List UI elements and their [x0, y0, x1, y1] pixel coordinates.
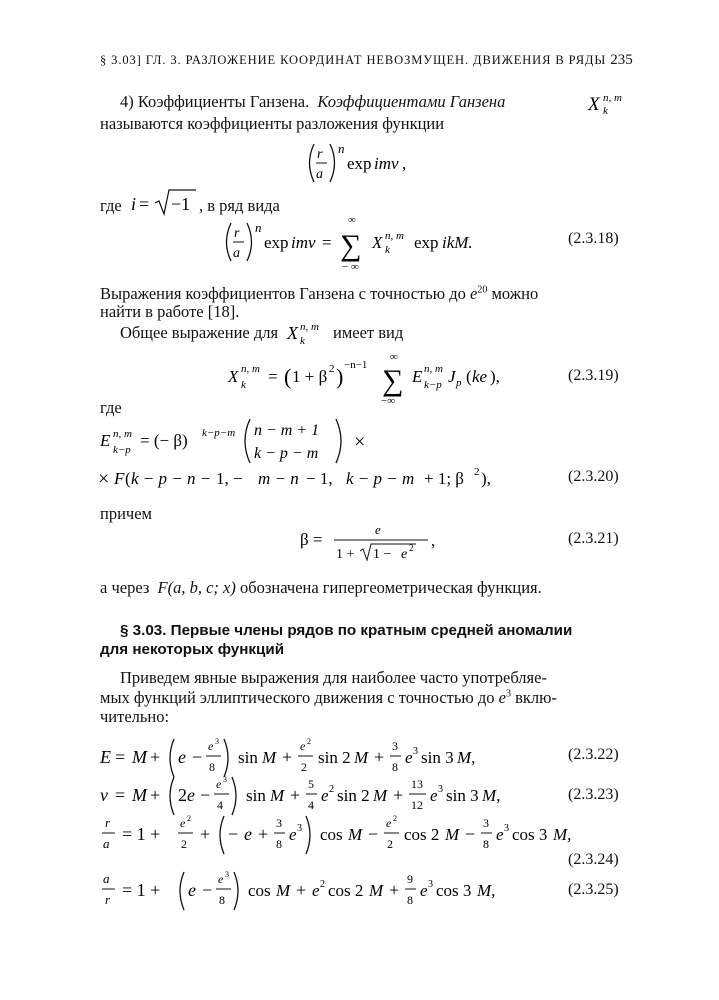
- svg-text:M: M: [132, 785, 147, 805]
- svg-text:M: M: [373, 786, 388, 805]
- svg-text:n − m + 1: n − m + 1: [254, 422, 320, 439]
- svg-text:=: =: [139, 194, 150, 214]
- svg-text:n, m: n, m: [241, 363, 260, 375]
- svg-text:exp: exp: [264, 233, 289, 252]
- svg-text:− 1,: − 1,: [306, 469, 333, 488]
- svg-text:∞: ∞: [348, 214, 356, 226]
- eq-number-2-3-20: (2.3.20): [568, 468, 619, 485]
- equation-2-3-25: [98, 866, 538, 916]
- header-chapter: ГЛ. 3. РАЗЛОЖЕНИЕ КООРДИНАТ НЕВОЗМУЩЕН. ДВИЖЕНИЯ В РЯДЫ: [145, 53, 607, 67]
- svg-text:8: 8: [276, 837, 282, 851]
- svg-text:,: ,: [431, 531, 436, 550]
- svg-text:sin 3: sin 3: [421, 748, 454, 767]
- svg-text:M: M: [276, 881, 291, 900]
- svg-text:3: 3: [297, 823, 302, 834]
- item4-series-text: , в ряд вида: [199, 196, 280, 215]
- svg-text:−: −: [202, 880, 213, 900]
- formula-function: [300, 140, 430, 186]
- svg-text:M,: M,: [457, 748, 476, 767]
- svg-text:cos: cos: [320, 825, 343, 844]
- svg-text:∑: ∑: [340, 229, 362, 262]
- svg-text:v: v: [100, 785, 108, 805]
- svg-text:r: r: [317, 147, 323, 162]
- svg-text:(: (: [125, 469, 131, 488]
- svg-text:2: 2: [387, 837, 393, 851]
- svg-text:cos: cos: [248, 881, 271, 900]
- svg-text:n: n: [255, 220, 262, 235]
- svg-text:ikM.: ikM.: [442, 233, 473, 252]
- symbol-X-k-nm: [586, 88, 630, 116]
- svg-text:cos 3: cos 3: [436, 881, 472, 900]
- svg-text:),: ),: [481, 469, 491, 488]
- equation-2-3-20-line1: [98, 416, 378, 466]
- svg-text:+: +: [389, 880, 400, 900]
- intro-line3: чительно:: [100, 707, 170, 726]
- svg-text:e: e: [386, 816, 392, 830]
- svg-text:=: =: [268, 367, 278, 386]
- running-header: [100, 52, 633, 69]
- svg-text:−: −: [465, 824, 476, 844]
- svg-text:5: 5: [308, 777, 314, 791]
- svg-text:,: ,: [402, 154, 407, 173]
- svg-text:1 −: 1 −: [373, 547, 392, 562]
- item4-line2: называются коэффициенты разложения функции: [100, 114, 445, 133]
- svg-text:3: 3: [504, 823, 509, 834]
- svg-text:k−p: k−p: [424, 379, 442, 391]
- svg-text:12: 12: [411, 798, 423, 812]
- svg-text:E: E: [412, 367, 423, 386]
- svg-text:+: +: [374, 747, 385, 767]
- svg-text:e: e: [405, 748, 413, 767]
- formula-i-sqrt: [128, 186, 198, 218]
- svg-text:−: −: [368, 824, 379, 844]
- svg-text:8: 8: [483, 837, 489, 851]
- svg-text:8: 8: [407, 893, 413, 907]
- svg-text:−: −: [192, 747, 203, 767]
- svg-text:+: +: [258, 824, 269, 844]
- svg-text:k: k: [385, 244, 390, 256]
- svg-text:exp: exp: [414, 233, 439, 252]
- svg-text:3: 3: [223, 775, 227, 784]
- svg-text:×: ×: [98, 468, 110, 490]
- svg-text:= 1 +: = 1 +: [122, 824, 161, 844]
- svg-text:=: =: [322, 233, 332, 252]
- svg-text:e: e: [300, 739, 306, 753]
- general-text-end: имеет вид: [333, 323, 404, 342]
- svg-text:∞: ∞: [390, 351, 398, 363]
- svg-text:m − n: m − n: [258, 469, 299, 488]
- svg-text:k−p−m: k−p−m: [202, 427, 236, 439]
- svg-text:M: M: [369, 881, 384, 900]
- svg-text:a: a: [103, 871, 110, 886]
- svg-text:),: ),: [490, 367, 500, 386]
- svg-text:3: 3: [483, 816, 489, 830]
- svg-text:2: 2: [329, 784, 334, 795]
- svg-text:F: F: [114, 469, 125, 488]
- general-text: Общее выражение для: [120, 323, 279, 342]
- svg-text:M: M: [270, 786, 285, 805]
- svg-text:e: e: [289, 825, 297, 844]
- svg-text:+: +: [200, 824, 211, 844]
- svg-text:k−p: k−p: [113, 444, 131, 456]
- svg-text:∑: ∑: [382, 364, 404, 397]
- svg-text:k − p − m: k − p − m: [254, 445, 319, 462]
- svg-text:3: 3: [225, 870, 229, 879]
- svg-text:−∞: −∞: [381, 395, 396, 407]
- svg-text:e: e: [420, 881, 428, 900]
- svg-text:e: e: [216, 777, 222, 791]
- svg-text:8: 8: [392, 760, 398, 774]
- equation-2-3-21: [298, 518, 448, 570]
- equation-2-3-19: [226, 350, 516, 408]
- svg-text:−: −: [200, 785, 211, 805]
- svg-text:X: X: [228, 367, 239, 386]
- svg-text:sin: sin: [246, 786, 266, 805]
- svg-text:e: e: [496, 825, 504, 844]
- section-title-line2: для некоторых функций: [100, 641, 285, 658]
- page-number: 235: [610, 52, 633, 68]
- svg-text:+: +: [296, 880, 307, 900]
- svg-text:e: e: [312, 881, 320, 900]
- item4-line1: 4) Коэффициенты Ганзена. Коэффициентами Ганзена: [120, 92, 506, 111]
- equation-2-3-18: [218, 213, 508, 271]
- svg-text:1 +: 1 +: [336, 547, 355, 562]
- svg-text:8: 8: [209, 760, 215, 774]
- where-2: где: [100, 398, 122, 417]
- intro-line2: мых функций эллиптического движения с точностью до $e^3$ вклю-: [100, 688, 557, 707]
- svg-text:4: 4: [308, 798, 314, 812]
- hansen-line2: найти в работе [18].: [100, 302, 240, 321]
- svg-text:e: e: [401, 547, 408, 562]
- svg-text:r: r: [234, 226, 240, 241]
- svg-text:X: X: [588, 94, 600, 115]
- svg-text:M: M: [348, 825, 363, 844]
- svg-text:exp: exp: [347, 154, 372, 173]
- svg-text:M,: M,: [553, 825, 572, 844]
- svg-text:r: r: [105, 892, 111, 907]
- eq-number-2-3-21: (2.3.21): [568, 530, 619, 547]
- intro-line1: Приведем явные выражения для наиболее часто употребляе-: [120, 668, 547, 687]
- svg-text:k: k: [241, 379, 246, 391]
- svg-text:=: =: [115, 785, 126, 805]
- where-also: причем: [100, 504, 152, 523]
- svg-text:+: +: [150, 785, 161, 805]
- svg-text:4: 4: [217, 798, 223, 812]
- svg-text:e: e: [375, 522, 381, 537]
- svg-text:3: 3: [215, 737, 219, 746]
- svg-text:+: +: [290, 785, 301, 805]
- equation-2-3-20-line2: [98, 464, 538, 494]
- svg-text:X: X: [287, 323, 298, 343]
- svg-text:cos 2: cos 2: [328, 881, 364, 900]
- svg-text:M,: M,: [482, 786, 501, 805]
- svg-text:M: M: [132, 747, 147, 767]
- hypergeometric-line: а через F(a, b, c; x) обозначена гипергеометрическая функция.: [100, 578, 542, 597]
- svg-text:X: X: [372, 233, 383, 252]
- svg-text:cos 3: cos 3: [512, 825, 548, 844]
- svg-text:−: −: [228, 824, 239, 844]
- svg-text:2: 2: [187, 814, 191, 823]
- svg-text:1 + β: 1 + β: [292, 367, 328, 386]
- svg-text:2: 2: [301, 760, 307, 774]
- eq-number-2-3-22: (2.3.22): [568, 746, 619, 763]
- svg-text:k: k: [300, 335, 305, 346]
- svg-text:e: e: [188, 880, 196, 900]
- svg-text:3: 3: [392, 739, 398, 753]
- svg-text:imv: imv: [291, 233, 316, 252]
- svg-text:e: e: [187, 785, 195, 805]
- svg-text:cos 2: cos 2: [404, 825, 440, 844]
- svg-text:2: 2: [320, 879, 325, 890]
- header-section-ref: § 3.03]: [100, 53, 142, 67]
- svg-text:n, m: n, m: [424, 363, 443, 375]
- svg-text:− ∞: − ∞: [342, 261, 359, 271]
- svg-text:sin 2: sin 2: [337, 786, 370, 805]
- eq-number-2-3-24: (2.3.24): [568, 851, 619, 868]
- svg-text:2: 2: [409, 543, 414, 553]
- svg-text:sin 2: sin 2: [318, 748, 351, 767]
- svg-text:k: k: [603, 105, 608, 116]
- svg-text:p: p: [456, 377, 462, 389]
- svg-text:9: 9: [407, 872, 413, 886]
- svg-text:k − p − n −: k − p − n −: [131, 469, 212, 488]
- svg-text:): ): [336, 364, 344, 389]
- svg-text:sin 3: sin 3: [446, 786, 479, 805]
- svg-text:n, m: n, m: [603, 92, 622, 104]
- svg-text:M: M: [445, 825, 460, 844]
- svg-text:3: 3: [428, 879, 433, 890]
- svg-text:(: (: [284, 364, 292, 389]
- svg-text:e: e: [430, 786, 438, 805]
- svg-text:13: 13: [411, 777, 423, 791]
- equation-2-3-24: [98, 810, 598, 860]
- svg-text:8: 8: [219, 893, 225, 907]
- svg-text:M,: M,: [477, 881, 496, 900]
- svg-text:a: a: [316, 167, 323, 182]
- svg-text:3: 3: [276, 816, 282, 830]
- svg-text:= 1 +: = 1 +: [122, 880, 161, 900]
- svg-text:×: ×: [354, 431, 366, 453]
- svg-text:−1: −1: [171, 194, 191, 214]
- svg-text:−n−1: −n−1: [344, 359, 368, 371]
- svg-text:imv: imv: [374, 154, 399, 173]
- eq-number-2-3-23: (2.3.23): [568, 786, 619, 803]
- svg-text:e: e: [208, 739, 214, 753]
- svg-text:3: 3: [413, 746, 418, 757]
- svg-text:E: E: [100, 747, 111, 767]
- svg-text:+ 1; β: + 1; β: [424, 469, 464, 488]
- svg-text:M: M: [354, 748, 369, 767]
- svg-text:r: r: [105, 815, 111, 830]
- svg-text:e: e: [244, 824, 252, 844]
- svg-text:n, m: n, m: [113, 428, 132, 440]
- svg-text:i: i: [131, 194, 137, 214]
- svg-text:=: =: [115, 747, 126, 767]
- svg-text:e: e: [218, 872, 224, 886]
- item4-where: где: [100, 196, 122, 215]
- svg-text:+: +: [282, 747, 293, 767]
- svg-text:sin: sin: [238, 748, 258, 767]
- svg-text:a: a: [103, 836, 110, 851]
- svg-text:2: 2: [393, 814, 397, 823]
- svg-text:E: E: [100, 431, 111, 450]
- svg-text:+: +: [150, 747, 161, 767]
- svg-text:n, m: n, m: [300, 321, 319, 333]
- svg-text:+: +: [393, 785, 404, 805]
- svg-text:2: 2: [181, 837, 187, 851]
- svg-text:3: 3: [438, 784, 443, 795]
- section-title-line1: § 3.03. Первые члены рядов по кратным средней аномалии: [120, 622, 573, 639]
- svg-text:(: (: [466, 367, 472, 386]
- hansen-line1: Выражения коэффициентов Ганзена с точностью до $e^{20}$ можно: [100, 284, 539, 303]
- svg-text:2: 2: [474, 466, 480, 478]
- eq-number-2-3-25: (2.3.25): [568, 881, 619, 898]
- symbol-X-k-nm-2: [285, 318, 333, 346]
- svg-text:1, −: 1, −: [216, 469, 243, 488]
- svg-text:ke: ke: [472, 367, 488, 386]
- eq-number-2-3-18: (2.3.18): [568, 230, 619, 247]
- svg-text:2: 2: [178, 785, 187, 805]
- svg-text:2: 2: [329, 363, 335, 375]
- svg-text:n: n: [338, 141, 345, 156]
- svg-text:= (− β): = (− β): [140, 431, 188, 450]
- eq-number-2-3-19: (2.3.19): [568, 367, 619, 384]
- svg-text:a: a: [233, 246, 240, 261]
- svg-text:M: M: [262, 748, 277, 767]
- svg-text:J: J: [448, 367, 456, 386]
- svg-text:n, m: n, m: [385, 230, 404, 242]
- svg-text:2: 2: [307, 737, 311, 746]
- svg-text:e: e: [180, 816, 186, 830]
- svg-text:e: e: [178, 747, 186, 767]
- svg-text:k − p − m: k − p − m: [346, 469, 415, 488]
- svg-text:e: e: [321, 786, 329, 805]
- svg-text:β =: β =: [300, 530, 323, 549]
